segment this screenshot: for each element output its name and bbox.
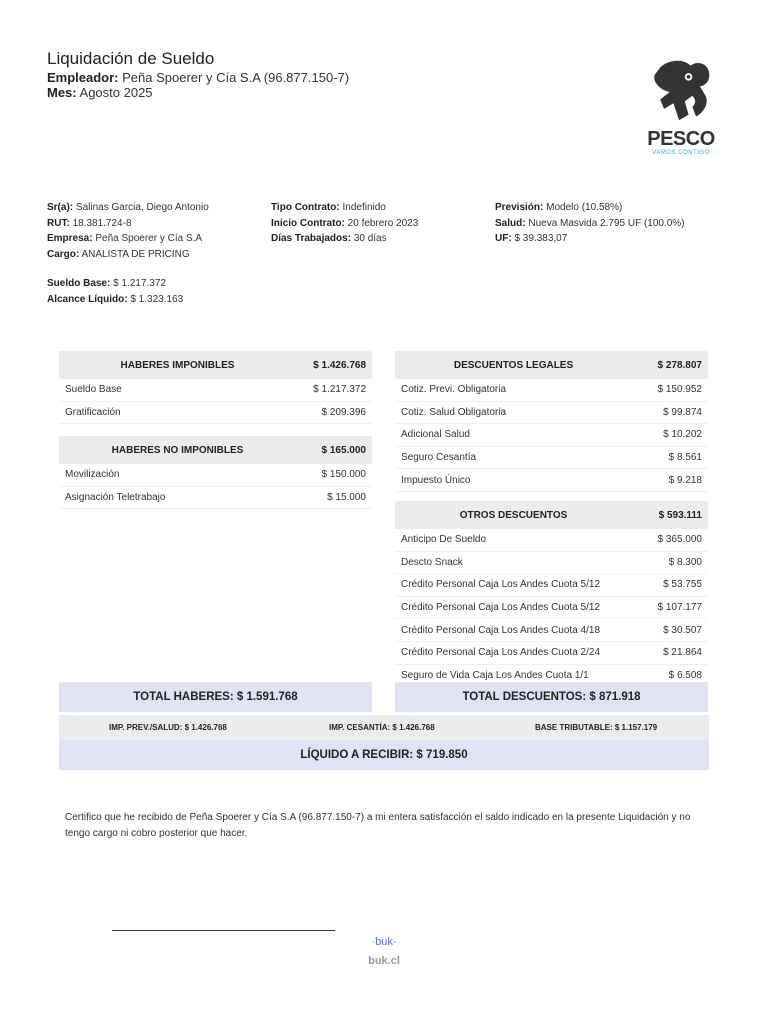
table-row	[395, 642, 708, 665]
employee-info	[47, 200, 209, 262]
company-logo-icon	[647, 58, 715, 124]
section-title: HABERES IMPONIBLES	[120, 359, 235, 371]
row-label: Gratificación	[65, 406, 121, 418]
row-label: Anticipo De Sueldo	[401, 534, 487, 546]
info-item	[495, 200, 685, 216]
info-item	[47, 216, 209, 232]
row-amount: $ 8.300	[668, 556, 702, 568]
table-row	[395, 597, 708, 620]
table-row	[59, 464, 372, 487]
info-value: Indefinido	[342, 202, 386, 213]
info-value: $ 39.383,07	[514, 233, 568, 244]
total-haberes: TOTAL HABERES: $ 1.591.768	[59, 682, 372, 712]
table-row	[395, 447, 708, 470]
info-label: Empresa:	[47, 233, 93, 244]
section-title: DESCUENTOS LEGALES	[453, 359, 574, 371]
row-amount: $ 9.218	[668, 474, 702, 486]
info-label: UF:	[495, 233, 512, 244]
info-label: Cargo:	[47, 248, 80, 260]
row-amount: $ 6.508	[668, 669, 702, 681]
table-row	[395, 424, 708, 447]
month-line	[47, 85, 153, 100]
imp-prev-salud: IMP. PREV./SALUD: $ 1.426.768	[109, 723, 227, 732]
row-label: Crédito Personal Caja Los Andes Cuota 4/18	[401, 624, 601, 636]
info-item	[495, 216, 685, 232]
section-title: OTROS DESCUENTOS	[459, 509, 568, 521]
info-value: Peña Spoerer y Cía S.A	[95, 233, 203, 244]
row-label: Crédito Personal Caja Los Andes Cuota 5/12	[401, 579, 601, 591]
row-label: Impuesto Único	[401, 474, 471, 486]
row-label: Crédito Personal Caja Los Andes Cuota 5/12	[401, 602, 601, 614]
info-item	[47, 231, 209, 247]
benefits-info	[495, 200, 685, 247]
info-value: $ 1.323.163	[130, 293, 184, 305]
row-label: Seguro de Vida Caja Los Andes Cuota 1/1	[401, 669, 589, 681]
employer-label: Empleador:	[47, 70, 119, 85]
row-amount: $ 150.952	[657, 384, 702, 396]
row-label: Asignación Teletrabajo	[65, 491, 166, 503]
info-item	[495, 231, 685, 247]
month-value: Agosto 2025	[79, 85, 153, 100]
table-row	[395, 529, 708, 552]
info-value: $ 1.217.372	[113, 278, 166, 289]
info-label: Días Trabajados:	[271, 233, 352, 244]
row-label: Cotiz. Salud Obligatoria	[401, 406, 507, 418]
section-total: $ 278.807	[657, 359, 702, 371]
table-row	[59, 379, 372, 402]
info-item	[47, 200, 209, 216]
row-amount: $ 8.561	[668, 452, 702, 464]
otros-descuentos-table	[395, 501, 708, 687]
info-item	[47, 292, 183, 308]
section-total: $ 165.000	[321, 444, 366, 456]
info-value: ANALISTA DE PRICING	[81, 248, 190, 260]
row-amount: $ 1.217.372	[313, 384, 366, 396]
info-value: Modelo (10.58%)	[546, 202, 623, 213]
table-header	[395, 501, 708, 529]
logo-tagline: VAMOS CONTIGO	[652, 150, 710, 156]
row-amount: $ 15.000	[327, 491, 366, 503]
section-title: HABERES NO IMPONIBLES	[111, 444, 244, 456]
imponibles-bar	[59, 715, 709, 740]
logo-name: PESCO	[647, 128, 715, 150]
table-header	[395, 351, 708, 379]
info-item	[47, 247, 209, 263]
row-amount: $ 99.874	[663, 406, 702, 418]
row-amount: $ 10.202	[663, 429, 702, 441]
row-amount: $ 150.000	[321, 469, 366, 481]
liquido-a-recibir: LÍQUIDO A RECIBIR: $ 719.850	[59, 740, 709, 770]
row-label: Movilización	[65, 469, 120, 481]
info-value: 20 febrero 2023	[347, 217, 419, 229]
info-label: Sr(a):	[47, 202, 74, 213]
info-label: RUT:	[47, 217, 70, 229]
row-amount: $ 21.864	[663, 647, 702, 659]
descuentos-legales-table	[395, 351, 708, 492]
info-label: Inicio Contrato:	[271, 217, 345, 229]
info-item	[47, 276, 183, 292]
table-row	[395, 469, 708, 492]
haberes-imponibles-table	[59, 351, 372, 424]
row-amount: $ 53.755	[663, 579, 702, 591]
table-row	[395, 619, 708, 642]
info-item	[271, 200, 418, 216]
row-label: Cotiz. Previ. Obligatoria	[401, 384, 507, 396]
info-label: Sueldo Base:	[47, 278, 111, 289]
table-row	[59, 487, 372, 510]
base-tributable: BASE TRIBUTABLE: $ 1.157.179	[535, 723, 658, 732]
section-total: $ 1.426.768	[313, 359, 366, 371]
page-title: Liquidación de Sueldo	[47, 49, 215, 68]
table-header	[59, 436, 372, 464]
row-amount: $ 107.177	[657, 602, 702, 614]
salary-summary	[47, 276, 183, 307]
imp-cesantia: IMP. CESANTÍA: $ 1.426.768	[329, 723, 435, 732]
info-item	[271, 231, 418, 247]
table-header	[59, 351, 372, 379]
row-amount: $ 209.396	[321, 406, 366, 418]
footer-url[interactable]: buk.cl	[368, 955, 400, 967]
signature-line	[112, 930, 335, 931]
info-label: Tipo Contrato:	[271, 202, 340, 213]
info-value: 18.381.724-8	[72, 217, 132, 229]
row-label: Adicional Salud	[401, 429, 470, 441]
table-row	[395, 402, 708, 425]
table-row	[59, 402, 372, 425]
employer-line	[47, 70, 349, 85]
buk-logo: ·buk·	[371, 936, 397, 948]
row-label: Sueldo Base	[65, 384, 122, 396]
info-label: Previsión:	[495, 202, 544, 213]
info-label: Salud:	[495, 217, 526, 229]
row-label: Crédito Personal Caja Los Andes Cuota 2/24	[401, 647, 601, 659]
info-value: Salinas Garcia, Diego Antonio	[75, 202, 209, 213]
section-total: $ 593.111	[658, 509, 702, 521]
total-descuentos: TOTAL DESCUENTOS: $ 871.918	[395, 682, 708, 712]
info-item	[271, 216, 418, 232]
info-value: Nueva Masvida 2.795 UF (100.0%)	[528, 217, 685, 229]
haberes-no-imponibles-table	[59, 436, 372, 509]
certification-text: Certifico que he recibido de Peña Spoerer y Cía S.A (96.877.150-7) a mi entera satisfacción el saldo indicado en la presente Liquidación y no tengo cargo ni cobro posterior que hacer.	[65, 812, 691, 839]
table-row	[395, 574, 708, 597]
table-row	[395, 379, 708, 402]
info-value: 30 días	[353, 233, 387, 244]
row-amount: $ 365.000	[657, 534, 702, 546]
month-label: Mes:	[47, 85, 77, 100]
employer-value: Peña Spoerer y Cía S.A (96.877.150-7)	[122, 70, 350, 85]
row-amount: $ 30.507	[663, 624, 702, 636]
info-label: Alcance Líquido:	[47, 293, 128, 305]
contract-info	[271, 200, 418, 247]
row-label: Seguro Cesantía	[401, 452, 477, 464]
row-label: Descto Snack	[401, 556, 463, 568]
table-row	[395, 552, 708, 575]
